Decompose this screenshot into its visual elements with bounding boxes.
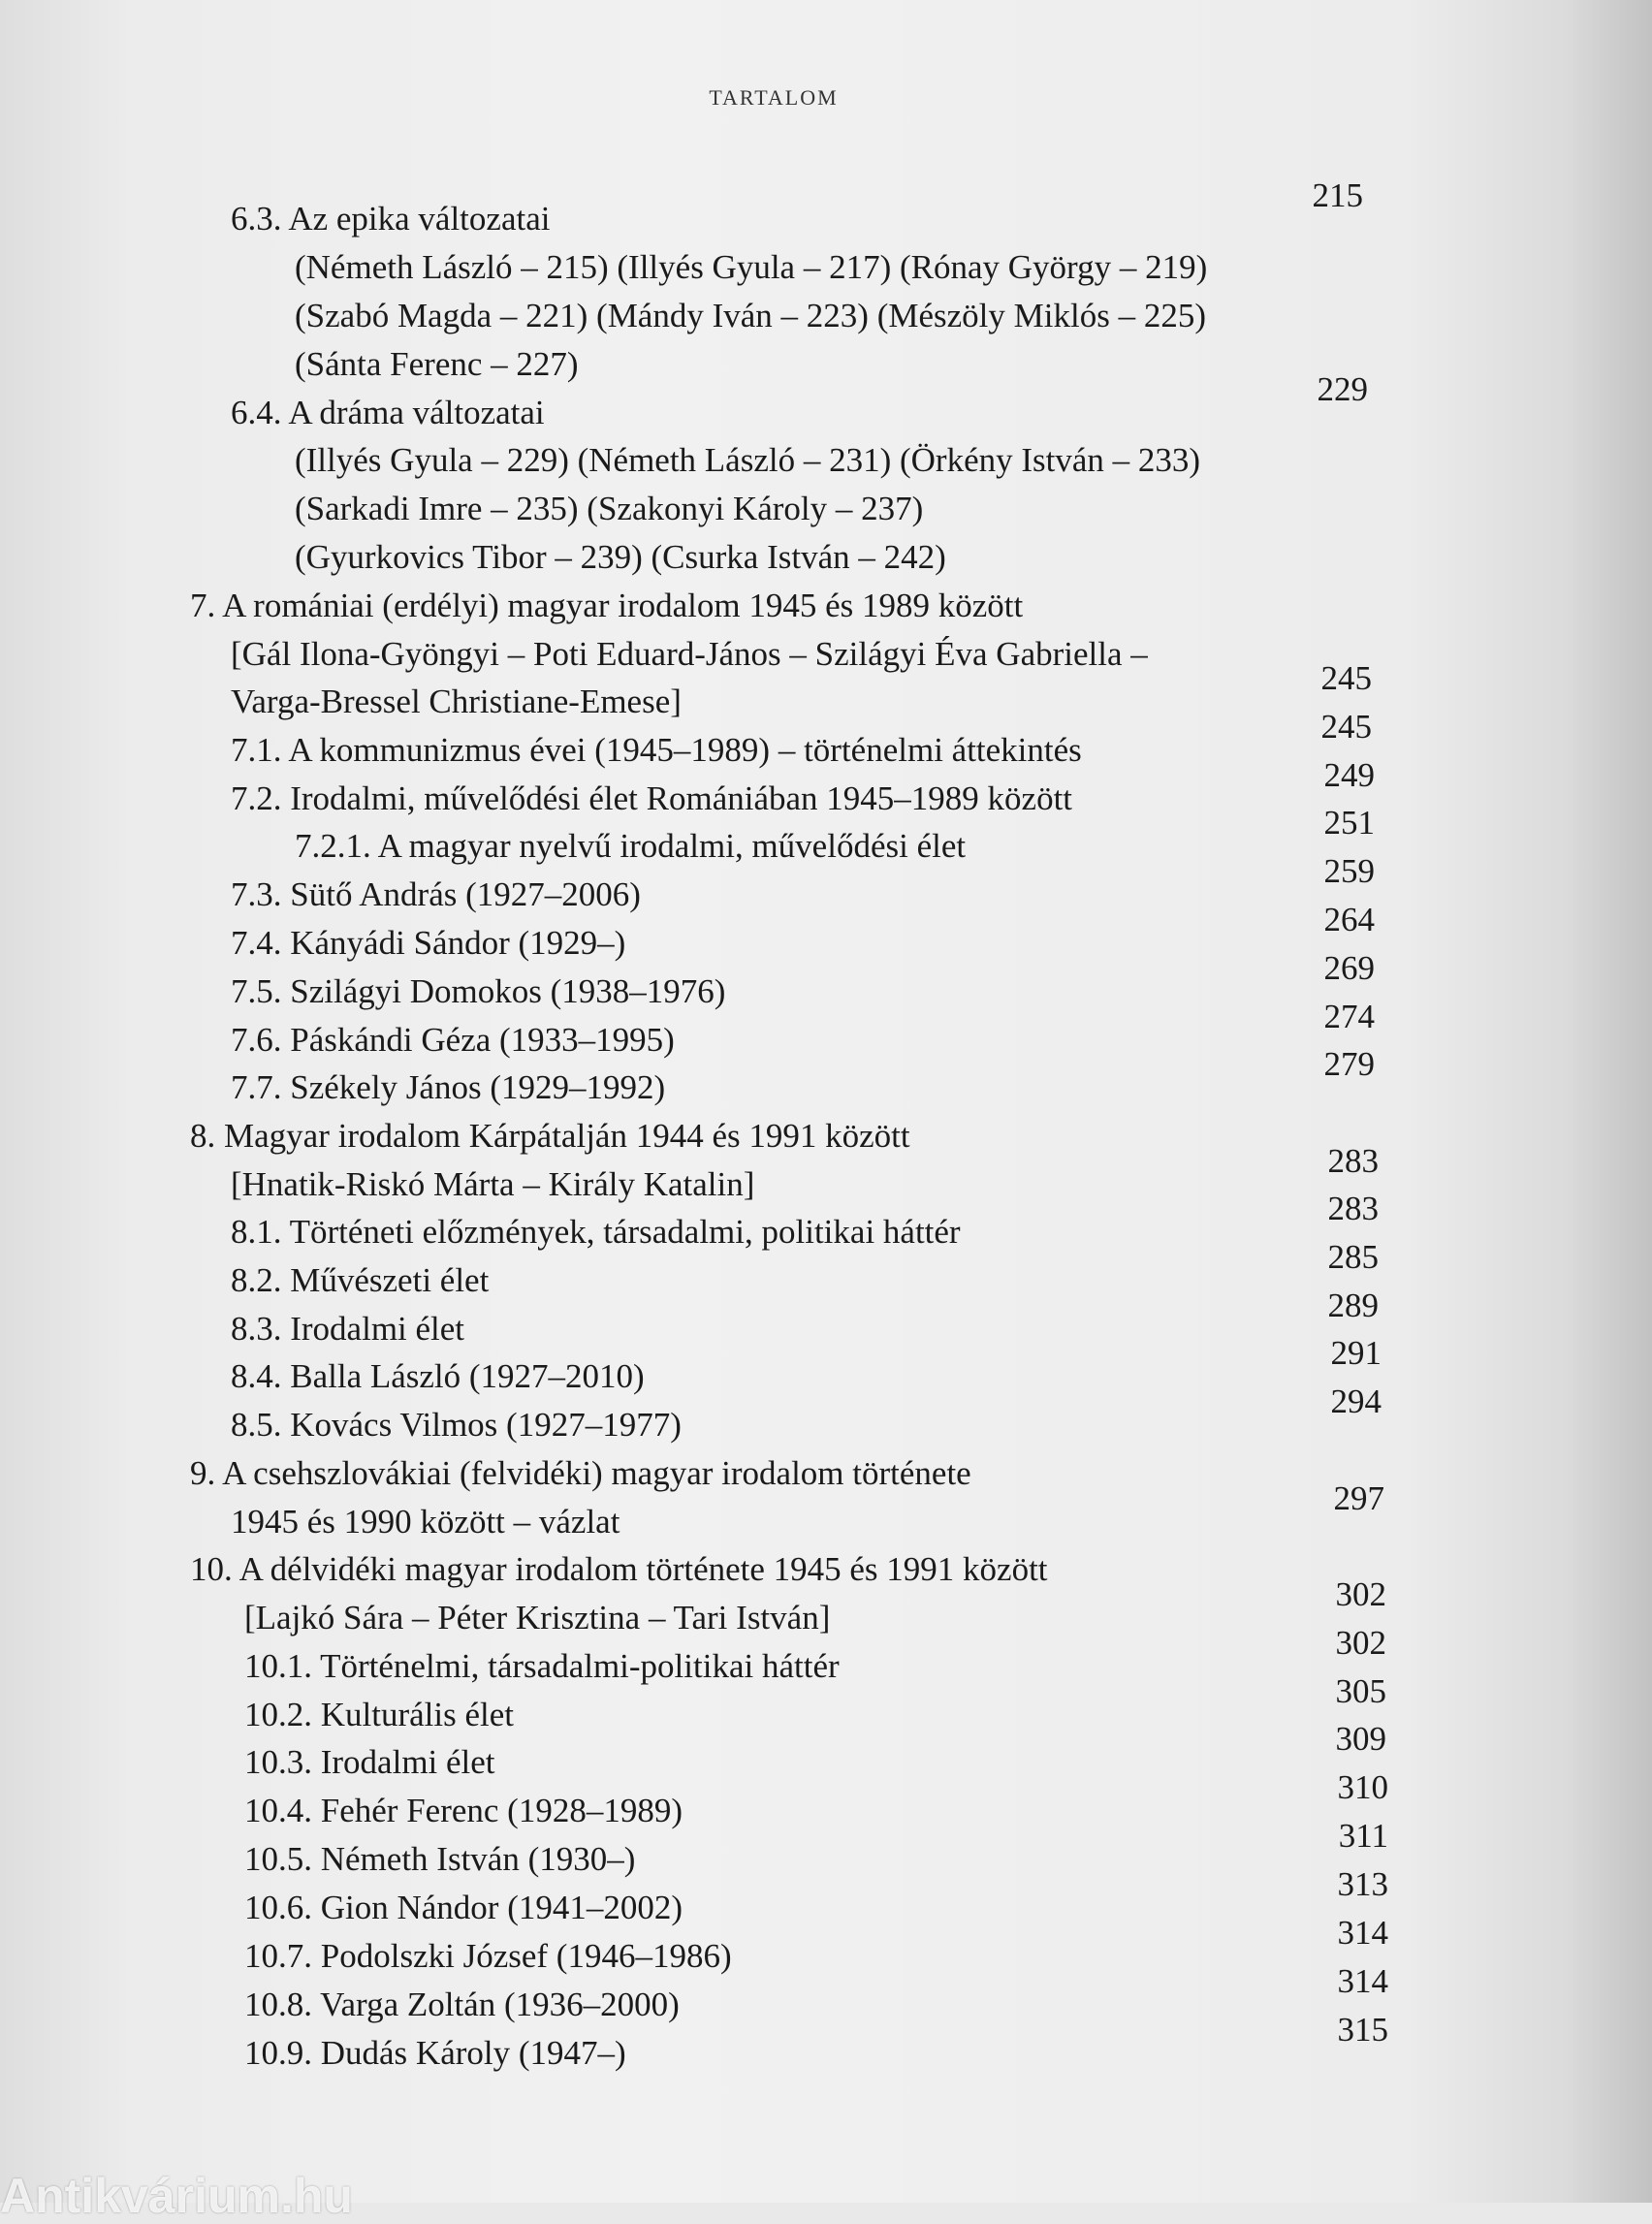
toc-entry: [Hnatik-Riskó Márta – Király Katalin] <box>231 1165 755 1203</box>
toc-entry: 10.4. Fehér Ferenc (1928–1989) <box>244 1792 683 1829</box>
toc-entry: (Sánta Ferenc – 227) <box>295 345 579 383</box>
page-header: TARTALOM <box>709 85 839 110</box>
toc-page-number: 269 <box>1323 949 1375 987</box>
toc-entry: 8. Magyar irodalom Kárpátalján 1944 és 1991 között <box>190 1117 910 1155</box>
toc-page-number: 305 <box>1335 1672 1386 1710</box>
toc-page-number: 215 <box>1312 176 1363 214</box>
toc-entry: 10.5. Németh István (1930–) <box>244 1840 636 1878</box>
toc-entry: 8.4. Balla László (1927–2010) <box>231 1357 645 1395</box>
toc-entry: 1945 és 1990 között – vázlat <box>231 1503 620 1541</box>
toc-entry: [Lajkó Sára – Péter Krisztina – Tari István] <box>244 1599 831 1636</box>
toc-entry: 7.7. Székely János (1929–1992) <box>231 1068 666 1106</box>
toc-page-number: 264 <box>1323 901 1375 938</box>
toc-entry: 6.3. Az epika változatai <box>231 200 551 238</box>
toc-page-number: 309 <box>1335 1720 1386 1758</box>
toc-entry: 7.5. Szilágyi Domokos (1938–1976) <box>231 972 726 1010</box>
toc-page-number: 302 <box>1335 1575 1386 1613</box>
toc-page-number: 314 <box>1337 1914 1388 1952</box>
toc-entry: (Németh László – 215) (Illyés Gyula – 217) (Rónay György – 219) <box>295 248 1208 286</box>
toc-page-number: 297 <box>1333 1479 1384 1517</box>
toc-entry: 10.7. Podolszki József (1946–1986) <box>244 1937 732 1975</box>
toc-page-number: 289 <box>1327 1287 1379 1324</box>
toc-entry: 10.3. Irodalmi élet <box>244 1743 495 1781</box>
toc-page-number: 245 <box>1320 708 1372 746</box>
toc-entry: 10.2. Kulturális élet <box>244 1696 515 1733</box>
toc-entry: (Sarkadi Imre – 235) (Szakonyi Károly – 237) <box>295 490 924 527</box>
toc-entry: 10.8. Varga Zoltán (1936–2000) <box>244 1986 680 2023</box>
toc-entry: 7.6. Páskándi Géza (1933–1995) <box>231 1021 675 1059</box>
toc-page-number: 313 <box>1337 1865 1388 1903</box>
toc-page-number: 259 <box>1323 852 1375 890</box>
toc-entry: 10.6. Gion Nándor (1941–2002) <box>244 1889 683 1926</box>
toc-entry: 7.2. Irodalmi, művelődési élet Romániában 1945–1989 között <box>231 779 1073 817</box>
toc-page-number: 315 <box>1337 2011 1388 2049</box>
toc-entry: 7.3. Sütő András (1927–2006) <box>231 875 641 913</box>
toc-entry: 8.3. Irodalmi élet <box>231 1310 465 1348</box>
toc-entry: 6.4. A dráma változatai <box>231 394 545 431</box>
toc-page-number: 311 <box>1338 1817 1388 1855</box>
toc-page-number: 302 <box>1335 1624 1386 1662</box>
toc-entry: 7.2.1. A magyar nyelvű irodalmi, művelődési élet <box>295 827 967 865</box>
toc-page-number: 249 <box>1323 756 1375 794</box>
toc-page-number: 274 <box>1323 998 1375 1035</box>
toc-page-number: 285 <box>1327 1238 1379 1276</box>
toc-entry: 7. A romániai (erdélyi) magyar irodalom 1945 és 1989 között <box>190 587 1024 624</box>
toc-entry: 9. A csehszlovákiai (felvidéki) magyar irodalom története <box>190 1454 971 1492</box>
toc-entry: 10.9. Dudás Károly (1947–) <box>244 2034 626 2072</box>
page-edge-shadow <box>1565 0 1652 2203</box>
toc-page-number: 291 <box>1330 1334 1382 1372</box>
toc-page-number: 283 <box>1327 1142 1379 1180</box>
toc-entry: 10.1. Történelmi, társadalmi-politikai háttér <box>244 1647 840 1685</box>
toc-entry: 8.5. Kovács Vilmos (1927–1977) <box>231 1406 682 1444</box>
toc-page-number: 279 <box>1323 1045 1375 1083</box>
toc-page-number: 229 <box>1317 370 1368 408</box>
toc-page-number: 283 <box>1327 1190 1379 1227</box>
toc-page-number: 251 <box>1323 804 1375 842</box>
toc-entry: Varga-Bressel Christiane-Emese] <box>231 683 682 720</box>
toc-entry: 10. A délvidéki magyar irodalom története 1945 és 1991 között <box>190 1550 1048 1588</box>
toc-entry: (Szabó Magda – 221) (Mándy Iván – 223) (Mészöly Miklós – 225) <box>295 297 1206 334</box>
toc-entry: [Gál Ilona-Gyöngyi – Poti Eduard-János – Szilágyi Éva Gabriella – <box>231 635 1148 673</box>
toc-entry: (Gyurkovics Tibor – 239) (Csurka István – 242) <box>295 538 946 576</box>
toc-entry: 7.4. Kányádi Sándor (1929–) <box>231 924 626 962</box>
toc-entry: 8.1. Történeti előzmények, társadalmi, politikai háttér <box>231 1213 961 1251</box>
toc-page-number: 294 <box>1330 1382 1382 1420</box>
toc-entry: 8.2. Művészeti élet <box>231 1261 490 1299</box>
toc-entry: 7.1. A kommunizmus évei (1945–1989) – történelmi áttekintés <box>231 731 1082 769</box>
toc-entry: (Illyés Gyula – 229) (Németh László – 231) (Örkény István – 233) <box>295 441 1201 479</box>
toc-page-number: 245 <box>1320 659 1372 697</box>
watermark: Antikvárium.hu <box>0 2169 353 2223</box>
toc-page-number: 314 <box>1337 1962 1388 2000</box>
toc-page-number: 310 <box>1337 1768 1388 1806</box>
